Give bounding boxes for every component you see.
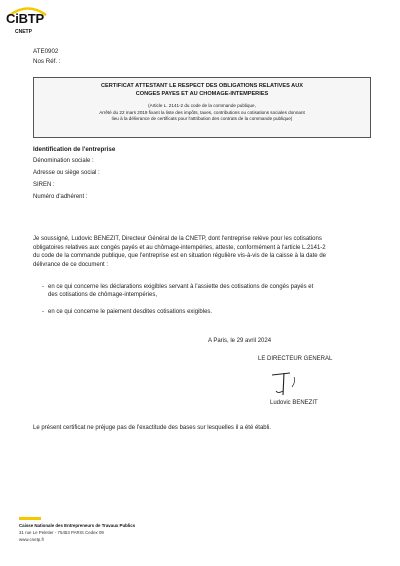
certificate-note-2: Arrêté du 22 mars 2019 fixant la liste des impôts, taxes, contributions ou cotisations sociales donnant (99, 109, 305, 115)
bullet-declarations (42, 283, 368, 300)
certificate-title-line1: CERTIFICAT ATTESTANT LE RESPECT DES OBLIGATIONS RELATIVES AUX (101, 83, 303, 89)
bullet-line: des cotisations de chômage-intempéries, (48, 292, 158, 299)
our-reference: Nos Réf. : (33, 58, 61, 65)
paragraph-line: obligatoires relatives aux congés payés et au chômage-intempéries, atteste, conformément à l'article L.2141-2 (33, 244, 326, 251)
bullet-dash: - (42, 284, 44, 290)
field-member-number: Numéro d'adhérent : (33, 194, 88, 200)
footer-accent-bar (19, 517, 41, 520)
identification-title: Identification de l'entreprise (33, 146, 116, 153)
bullet-line: en ce qui concerne les déclarations exigibles servant à l'assiette des cotisations de congés payés et (48, 284, 314, 290)
paragraph-line: Je soussigné, Ludovic BENEZIT, Directeur Général de la CNETP, dont l'entreprise relève pour les cotisations (33, 236, 322, 242)
field-address: Adresse ou siège social : (33, 170, 100, 176)
footer-website: www.cnetp.fr (19, 537, 45, 542)
place-date: A Paris, le 29 avril 2024 (208, 338, 272, 344)
certificate-title-line2: CONGES PAYES ET AU CHOMAGE-INTEMPERIES (135, 91, 269, 97)
certificate-title-box (33, 77, 371, 138)
certificate-note-1: (Article L. 2141-2 du code de la commande publique, (148, 103, 256, 108)
reference-code: ATE0902 (33, 48, 59, 55)
logo-brand: CiBTP (6, 11, 45, 26)
signatory-name: Ludovic BENEZIT (270, 400, 318, 406)
footer-address: 31 rue Le Peletier - 75453 PARIS Cedex 09 (19, 530, 104, 535)
handwritten-signature (266, 367, 314, 397)
field-company-name: Dénomination sociale : (33, 158, 94, 164)
signatory-role: LE DIRECTEUR GENERAL (258, 356, 333, 362)
bullet-payment (42, 308, 368, 316)
bullet-line: en ce qui concerne le paiement desdites cotisations exigibles. (48, 309, 213, 315)
paragraph-line: délivrance de ce document : (33, 261, 109, 268)
disclaimer: Le présent certificat ne préjuge pas de l'exactitude des bases sur lesquelles il a été établi. (33, 425, 271, 431)
footer-organization: Caisse Nationale des Entrepreneurs de Travaux Publics (19, 523, 136, 528)
field-siren: SIREN : (33, 182, 55, 188)
logo-subtitle: CNETP (15, 29, 32, 35)
cibtp-logo (6, 6, 50, 40)
bullet-dash: - (42, 309, 44, 315)
attestation-paragraph (33, 235, 368, 269)
paragraph-line: du code de la commande publique, que l'entreprise est en situation régulière vis-à-vis de la caisse à la date de (33, 253, 326, 260)
certificate-note-3: lieu à la délivrance de certificats pour l'attribution des contrats de la commande publique) (111, 116, 293, 122)
